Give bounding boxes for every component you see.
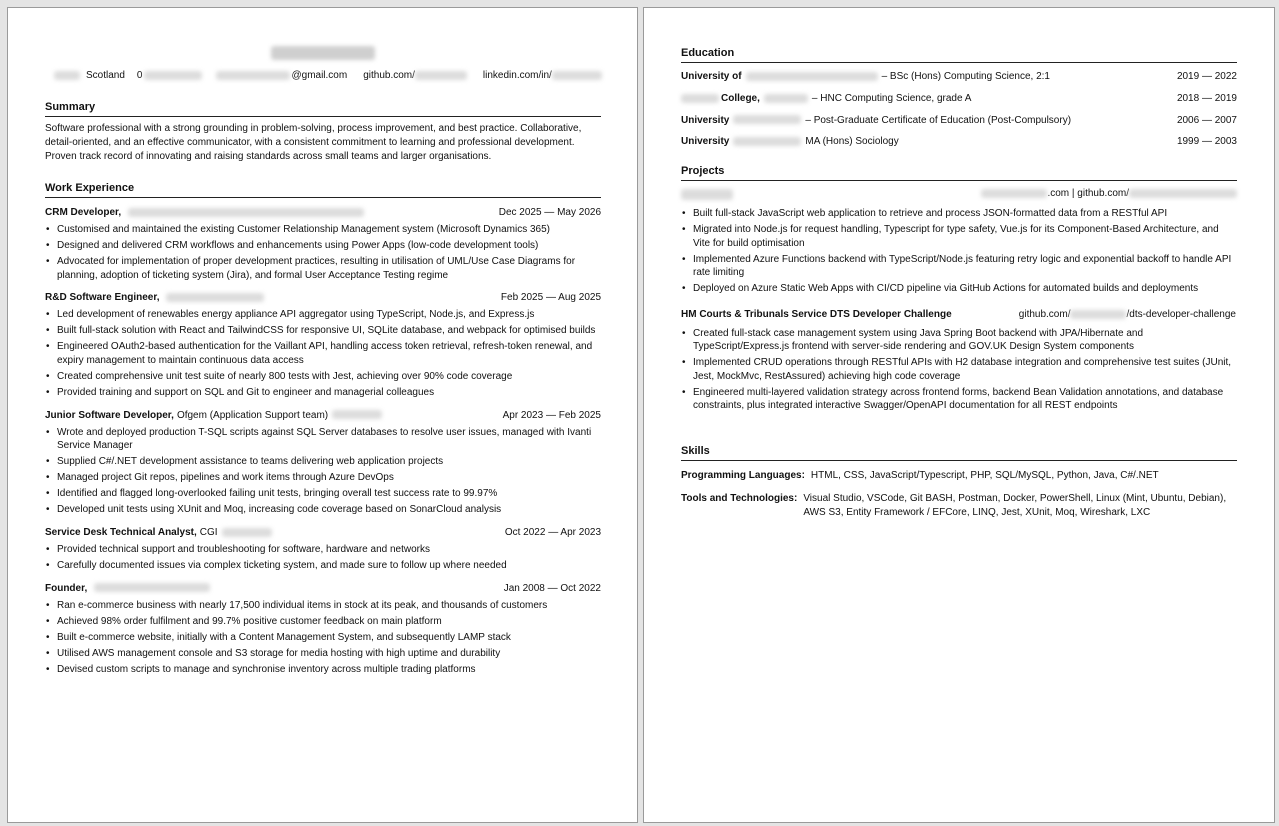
- job-org: Ofgem (Application Support team): [176, 409, 329, 421]
- resume-page-2: [643, 7, 1275, 823]
- contact-phone: 0: [137, 70, 203, 81]
- bullet-item: • Created full-stack case management system using Java Spring Boot backend with JPA/Hibernate and TypeScript/Express.js frontend with server-side rendering and GOV.UK Design System components: [681, 327, 1237, 354]
- bullet-item: • Carefully documented issues via complex ticketing system, and made sure to follow up where needed: [45, 559, 601, 573]
- summary-text: Software professional with a strong grounding in problem-solving, process improvement, and best practice. Collaborative, detail-oriented, and an effective communicator, with a consistent commitment to learning and professional development. Proven track record of innovating and raising standards across small teams and larger organisations.: [45, 123, 582, 162]
- education-line: [681, 114, 1071, 128]
- work-section: [45, 181, 601, 679]
- job-entry: [45, 582, 601, 677]
- job-role: Service Desk Technical Analyst,: [45, 526, 197, 538]
- education-line: [681, 70, 1050, 84]
- bullet-item: • Designed and delivered CRM workflows and enhancements using Power Apps (low-code development tools): [45, 239, 601, 253]
- bullet-item: • Built full-stack JavaScript web application to retrieve and process JSON-formatted data from a RESTful API: [681, 207, 1237, 221]
- skill-row: [681, 492, 1237, 520]
- job-title-line: [45, 526, 272, 540]
- redacted-text: [144, 71, 202, 80]
- section-title-work: Work Experience: [45, 181, 601, 198]
- education-dates: 2006 — 2007: [1176, 114, 1237, 126]
- education-institution: College,: [721, 92, 760, 104]
- education-detail: – Post-Graduate Certificate of Education (Post-Compulsory): [805, 114, 1072, 126]
- bullet-item: • Achieved 98% order fulfilment and 99.7% positive customer feedback on main platform: [45, 615, 601, 629]
- job-header: [45, 291, 601, 305]
- job-header: [45, 206, 601, 220]
- job-title-line: [45, 582, 210, 596]
- education-detail: – HNC Computing Science, grade A: [811, 92, 972, 104]
- job-dates: Apr 2023 — Feb 2025: [502, 409, 601, 421]
- bullet-item: • Created comprehensive unit test suite of nearly 800 tests with Jest, achieving over 90% code coverage: [45, 370, 601, 384]
- redacted-text: [733, 115, 801, 124]
- skills-section: [681, 444, 1237, 529]
- job-entry: [45, 291, 601, 399]
- education-line: [681, 92, 971, 106]
- bullet-item: • Ran e-commerce business with nearly 17,500 individual items in stock at its peak, and thousands of customers: [45, 599, 601, 613]
- skill-value: Visual Studio, VSCode, Git BASH, Postman, Docker, PowerShell, Linux (Mint, Ubuntu, Debian), AWS S3, Entity Framework / EFCore, LINQ, Jest, XUnit, Moq, Wireshark, LXC: [803, 493, 1227, 518]
- project-links[interactable]: .com | github.com/: [981, 187, 1237, 201]
- job-title-line: [45, 291, 264, 305]
- education-detail: MA (Hons) Sociology: [805, 136, 899, 148]
- redacted-text: [746, 72, 878, 81]
- job-header: [45, 409, 601, 423]
- bullet-item: • Utilised AWS management console and S3 storage for media hosting with high uptime and durability: [45, 647, 601, 661]
- project-header: [681, 187, 1237, 201]
- redacted-text: [733, 137, 801, 146]
- job-entry: [45, 409, 601, 517]
- bullet-item: • Wrote and deployed production T-SQL scripts against SQL Server databases to resolve user issues, managed with Ivanti Service Manager: [45, 426, 601, 453]
- job-entry: [45, 526, 601, 573]
- job-role: CRM Developer,: [45, 207, 122, 218]
- project-header: [681, 308, 1237, 322]
- redacted-text: [981, 189, 1047, 198]
- education-entry: [681, 114, 1237, 128]
- education-dates: 2018 — 2019: [1176, 92, 1237, 104]
- bullet-item: • Advocated for implementation of proper development practices, resulting in utilisation of UML/Use Case Diagrams for planning, adoption of ticketing system (Jira), and formal User Acceptance Testing regime: [45, 255, 601, 282]
- job-bullets: [45, 223, 601, 282]
- bullet-item: • Devised custom scripts to manage and synchronise inventory across multiple trading platforms: [45, 663, 601, 677]
- job-dates: Dec 2025 — May 2026: [498, 207, 601, 218]
- redacted-name: [271, 46, 375, 60]
- bullet-item: • Provided training and support on SQL and Git to engineer and managerial colleagues: [45, 386, 601, 400]
- contact-email[interactable]: @gmail.com: [216, 70, 347, 81]
- redacted-text: [166, 293, 264, 302]
- job-entry: [45, 206, 601, 282]
- summary-section: [45, 100, 601, 164]
- bullet-item: • Supplied C#/.NET development assistance to teams delivering web application projects: [45, 455, 601, 469]
- project-bullets: [681, 327, 1237, 413]
- job-title-line: [45, 206, 364, 220]
- job-role: R&D Software Engineer,: [45, 292, 160, 304]
- redacted-project-name: [681, 189, 733, 200]
- section-title-education: Education: [681, 46, 1237, 63]
- education-dates: 2019 — 2022: [1176, 71, 1237, 82]
- redacted-text: [764, 94, 808, 103]
- skill-label: Tools and Technologies:: [681, 493, 798, 504]
- skills-list: [681, 469, 1237, 520]
- bullet-item: • Identified and flagged long-overlooked failing unit tests, bringing overall test success rate to 99.97%: [45, 487, 601, 501]
- job-role: Founder,: [45, 582, 88, 594]
- bullet-item: • Engineered OAuth2-based authentication for the Vaillant API, handling access token retrieval, refresh-token renewal, and expiry management to maintain continuous data access: [45, 340, 601, 367]
- redacted-text: [222, 528, 272, 537]
- contact-linkedin[interactable]: linkedin.com/in/: [483, 70, 602, 81]
- job-bullets: [45, 308, 601, 399]
- job-bullets: [45, 599, 601, 677]
- candidate-name: [8, 44, 637, 62]
- bullet-item: • Implemented Azure Functions backend with TypeScript/Node.js featuring retry logic and exponential backoff to handle API rate limiting: [681, 253, 1237, 280]
- project-bullets: [681, 207, 1237, 296]
- redacted-text: [552, 71, 602, 80]
- education-institution: University: [681, 114, 730, 126]
- education-detail: – BSc (Hons) Computing Science, 2:1: [881, 71, 1050, 82]
- job-dates: Jan 2008 — Oct 2022: [503, 582, 601, 594]
- education-line: [681, 135, 899, 149]
- job-header: [45, 582, 601, 596]
- bullet-item: • Built e-commerce website, initially with a Content Management System, and subsequently LAMP stack: [45, 631, 601, 645]
- education-institution: University: [681, 136, 730, 148]
- education-institution: University of: [681, 71, 742, 82]
- skill-label: Programming Languages:: [681, 470, 805, 481]
- job-dates: Oct 2022 — Apr 2023: [504, 526, 601, 538]
- job-title-line: [45, 409, 382, 423]
- redacted-text: [216, 71, 290, 80]
- contact-line: [54, 70, 602, 81]
- job-bullets: [45, 426, 601, 517]
- section-title-projects: Projects: [681, 164, 1237, 181]
- bullet-item: • Built full-stack solution with React and TailwindCSS for responsive UI, SQLite database, and webpack for optimised builds: [45, 324, 601, 338]
- section-title-skills: Skills: [681, 444, 1237, 461]
- bullet-item: • Developed unit tests using XUnit and Moq, increasing code coverage based on SonarCloud analysis: [45, 503, 601, 517]
- redacted-text: [54, 71, 80, 80]
- redacted-text: [415, 71, 467, 80]
- bullet-item: • Managed project Git repos, pipelines and work items through Azure DevOps: [45, 471, 601, 485]
- skill-row: [681, 469, 1237, 483]
- education-entry: [681, 70, 1237, 84]
- job-org: CGI: [199, 526, 218, 538]
- education-section: [681, 46, 1237, 157]
- redacted-text: [332, 410, 382, 419]
- bullet-item: • Implemented CRUD operations through RESTful APIs with H2 database integration and comprehensive test suites (JUnit, Jest, MockMvc, RestAssured) achieving high code coverage: [681, 356, 1237, 383]
- contact-location: Scotland: [86, 70, 125, 81]
- redacted-text: [1070, 310, 1126, 319]
- bullet-item: • Migrated into Node.js for request handling, Typescript for type safety, Vue.js for its Component-Based Architecture, and Vite for build optimisation: [681, 223, 1237, 250]
- job-bullets: [45, 543, 601, 573]
- project-links[interactable]: github.com/ /dts-developer-challenge: [1018, 308, 1236, 320]
- redacted-text: [681, 94, 719, 103]
- bullet-item: • Deployed on Azure Static Web Apps with CI/CD pipeline via GitHub Actions for automated builds and deployments: [681, 282, 1237, 296]
- resume-page-1: [7, 7, 638, 823]
- redacted-text: [94, 583, 210, 592]
- contact-github[interactable]: github.com/: [363, 70, 467, 81]
- job-header: [45, 526, 601, 540]
- job-role: Junior Software Developer,: [45, 409, 174, 421]
- bullet-item: • Provided technical support and troubleshooting for software, hardware and networks: [45, 543, 601, 557]
- bullet-item: • Engineered multi-layered validation strategy across frontend forms, backend Bean Validation annotations, and database constraints, plus integrated interactive Swagger/OpenAPI documentation for all REST endpoints: [681, 386, 1237, 413]
- education-entry: [681, 135, 1237, 149]
- education-dates: 1999 — 2003: [1176, 136, 1237, 148]
- job-dates: Feb 2025 — Aug 2025: [500, 292, 601, 304]
- project-name: HM Courts & Tribunals Service DTS Developer Challenge: [681, 308, 952, 320]
- jobs-list: [45, 206, 601, 676]
- bullet-item: • Led development of renewables energy appliance API aggregator using TypeScript, Node.js, and Express.js: [45, 308, 601, 322]
- education-list: [681, 70, 1237, 149]
- education-entry: [681, 92, 1237, 106]
- skill-value: HTML, CSS, JavaScript/Typescript, PHP, SQL/MySQL, Python, Java, C#/.NET: [810, 470, 1159, 481]
- projects-section: [681, 164, 1237, 416]
- bullet-item: • Customised and maintained the existing Customer Relationship Management system (Microsoft Dynamics 365): [45, 223, 601, 237]
- redacted-text: [128, 208, 364, 217]
- section-title-summary: Summary: [45, 100, 601, 117]
- redacted-text: [1129, 189, 1237, 198]
